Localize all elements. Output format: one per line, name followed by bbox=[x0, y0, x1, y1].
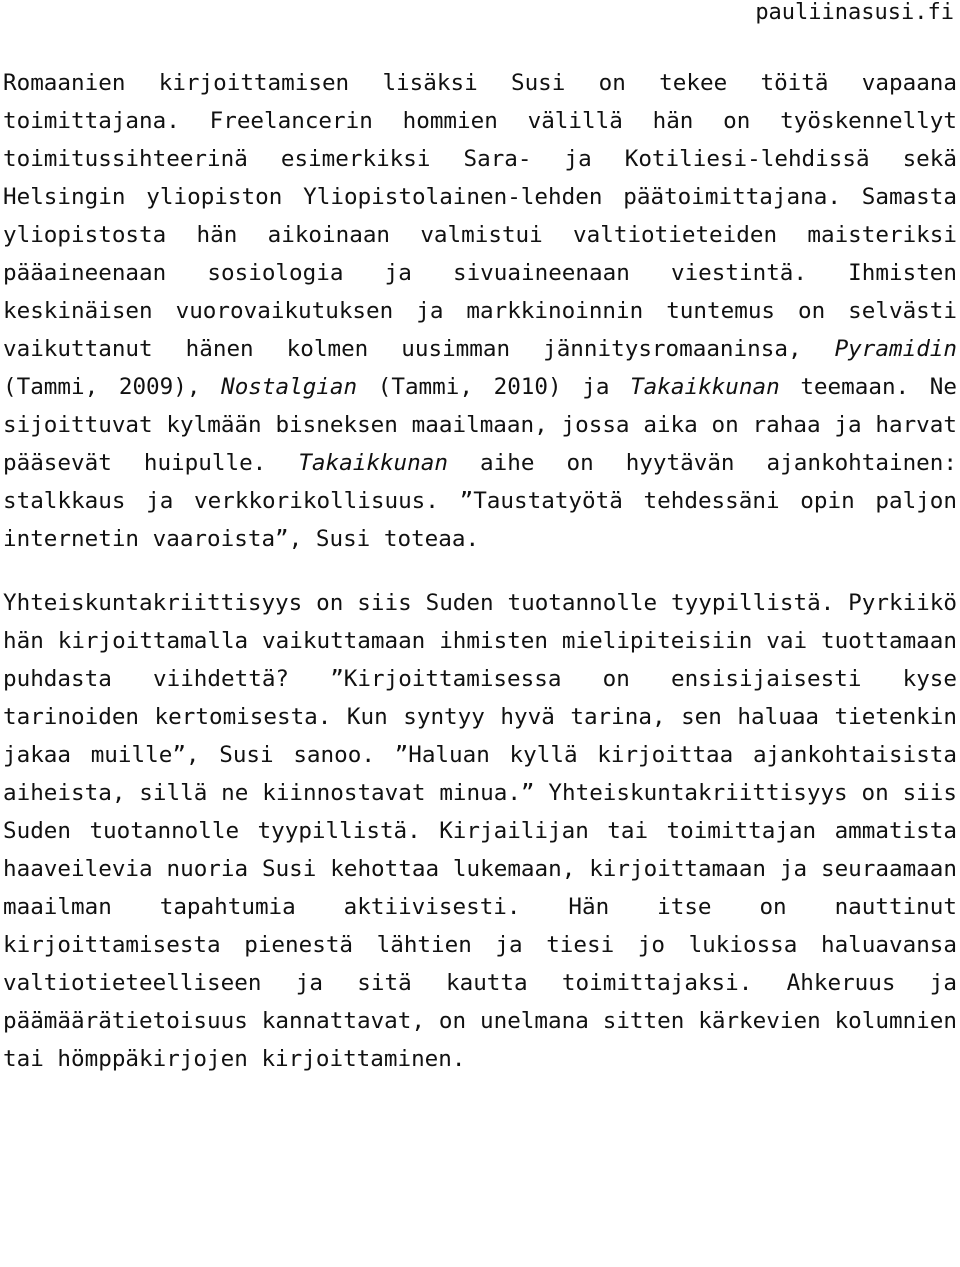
book-publisher-nostalgian: (Tammi, 2010) ja bbox=[377, 374, 610, 400]
book-title-nostalgian: Nostalgian bbox=[221, 374, 358, 400]
paragraph-society: Yhteiskuntakriittisyys on siis Suden tuotannolle tyypillistä. Pyrkiikö hän kirjoittamalla vaikuttamaan ihmisten mielipiteisiin vai tuottamaan puhdasta viihdettä? ”Kirjoittamisessa on ensisijaisesti kyse tarinoiden kertomisesta. Kun syntyy hyvä tarina, sen haluaa tietenkin jakaa muille”, Susi sanoo. ”Haluan kyllä kirjoittaa ajankohtaisista aiheista, sillä ne kiinnostavat minua.” Yhteiskuntakriittisyys on siis Suden tuotannolle tyypillistä. Kirjailijan tai toimittajan ammatista haaveilevia nuoria Susi kehottaa lukemaan, kirjoittamaan ja seuraamaan maailman tapahtumia aktiivisesti. Hän itse on nauttinut kirjoittamisesta pienestä lähtien ja tiesi jo lukiossa haluavansa valtiotieteelliseen ja sitä kautta toimittajaksi. Ahkeruus ja päämäärätietoisuus kannattavat, on unelmana sitten kärkevien kolumnien tai hömppäkirjojen kirjoittaminen. bbox=[3, 590, 957, 1072]
paragraph-career-topic: aihe on hyytävän ajankohtainen: stalkkaus ja verkkorikollisuus. ”Taustatyötä tehdessäni opin paljon internetin vaaroista”, Susi toteaa. bbox=[3, 450, 957, 552]
book-title-takaikkunan: Takaikkunan bbox=[630, 374, 780, 400]
article-body bbox=[3, 64, 957, 1078]
book-title-takaikkunan-2: Takaikkunan bbox=[298, 450, 448, 476]
book-title-pyramidin: Pyramidin bbox=[834, 336, 958, 362]
paragraph-career-text: Romaanien kirjoittamisen lisäksi Susi on tekee töitä vapaana toimittajana. Freelancerin hommien välillä hän on työskennellyt toimitussihteerinä esimerkiksi Sara- ja Kotiliesi-lehdissä sekä Helsingin yliopiston Yliopistolainen-lehden päätoimittajana. Samasta yliopistosta hän aikoinaan valmistui valtiotieteiden maisteriksi pääaineenaan sosiologia ja sivuaineenaan viestintä. Ihmisten keskinäisen vuorovaikutuksen ja markkinoinnin tuntemus on selvästi vaikuttanut hänen kolmen uusimman jännitysromaaninsa, bbox=[3, 70, 957, 362]
paragraph-career bbox=[3, 64, 957, 558]
site-url: pauliinasusi.fi bbox=[755, 0, 954, 25]
paragraph-career-theme: teemaan. Ne sijoittuvat kylmään bisneksen maailmaan, jossa aika on rahaa ja harvat pääsevät huipulle. bbox=[3, 374, 957, 476]
book-publisher-pyramidin: (Tammi, 2009), bbox=[3, 374, 201, 400]
